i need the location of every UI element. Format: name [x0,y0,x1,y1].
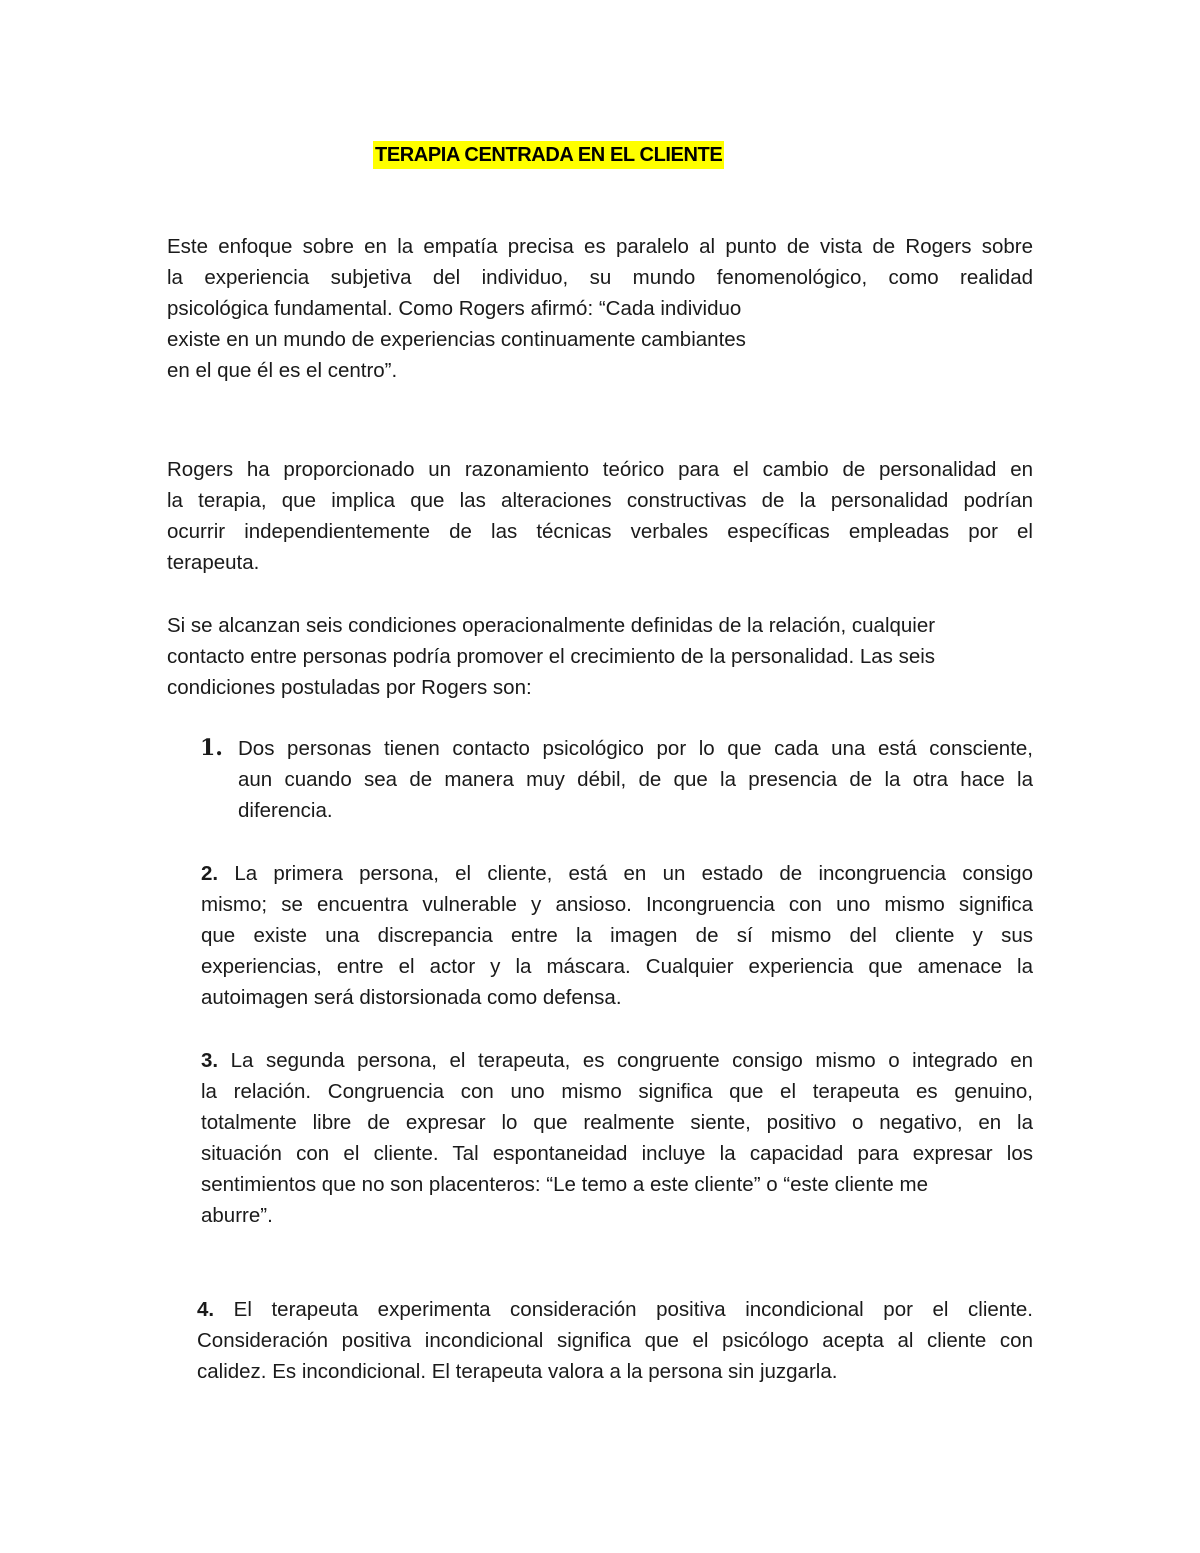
paragraph-line: Este enfoque sobre en la empatía precisa es paralelo al punto de vista de Rogers sobre [167,235,1033,258]
list-item-1 [238,733,1033,826]
paragraph-line: aun cuando sea de manera muy débil, de que la presencia de la otra hace la [238,768,1033,791]
paragraph-line: existe en un mundo de experiencias continuamente cambiantes [167,328,746,351]
list-item-2 [201,858,1033,1013]
paragraph-line: condiciones postuladas por Rogers son: [167,676,532,699]
paragraph-line [201,858,1033,889]
paragraph-line: sentimientos que no son placenteros: “Le temo a este cliente” o “este cliente me [201,1173,929,1196]
paragraph-line: Si se alcanzan seis condiciones operacionalmente definidas de la relación, cualquier [167,614,936,637]
paragraph-line: experiencias, entre el actor y la máscara. Cualquier experiencia que amenace la [201,955,1033,978]
paragraph-line: Consideración positiva incondicional significa que el psicólogo acepta al cliente con [197,1329,1033,1352]
paragraph-line: calidez. Es incondicional. El terapeuta valora a la persona sin juzgarla. [197,1360,838,1383]
list-item-4 [197,1294,1033,1387]
paragraph-line [197,1294,1033,1325]
paragraph-line: autoimagen será distorsionada como defensa. [201,986,622,1009]
paragraph-line: totalmente libre de expresar lo que realmente siente, positivo o negativo, en la [201,1111,1033,1134]
paragraph-theory [167,454,1033,578]
paragraph-line: Rogers ha proporcionado un razonamiento teórico para el cambio de personalidad en [167,458,1033,481]
paragraph-line: ocurrir independientemente de las técnicas verbales específicas empleadas por el [167,520,1033,543]
paragraph-line: Dos personas tienen contacto psicológico por lo que cada una está consciente, [238,737,1033,760]
paragraph-line: contacto entre personas podría promover el crecimiento de la personalidad. Las seis [167,645,936,668]
paragraph-line: la terapia, que implica que las alteraciones constructivas de la personalidad podrían [167,489,1033,512]
item-text: La segunda persona, el terapeuta, es congruente consigo mismo o integrado en [218,1049,1033,1072]
list-number-1: 1. [200,735,223,761]
paragraph-line [201,1045,1033,1076]
item-text: El terapeuta experimenta consideración positiva incondicional por el cliente. [214,1298,1033,1321]
paragraph-line: terapeuta. [167,551,260,574]
list-number-3: 3. [201,1049,219,1072]
paragraph-line: la relación. Congruencia con uno mismo significa que el terapeuta es genuino, [201,1080,1033,1103]
paragraph-line: en el que él es el centro”. [167,359,398,382]
paragraph-line: diferencia. [238,799,333,822]
list-item-3 [201,1045,1033,1231]
paragraph-line: que existe una discrepancia entre la imagen de sí mismo del cliente y sus [201,924,1033,947]
paragraph-line: mismo; se encuentra vulnerable y ansioso. Incongruencia con uno mismo significa [201,893,1033,916]
list-number-2: 2. [201,862,219,885]
item-text: La primera persona, el cliente, está en un estado de incongruencia consigo [218,862,1033,885]
paragraph-intro [167,231,1033,386]
paragraph-line: aburre”. [201,1204,273,1227]
paragraph-line: la experiencia subjetiva del individuo, su mundo fenomenológico, como realidad [167,266,1033,289]
document-title: TERAPIA CENTRADA EN EL CLIENTE [373,141,724,169]
list-number-4: 4. [197,1298,215,1321]
paragraph-line: psicológica fundamental. Como Rogers afirmó: “Cada individuo [167,297,742,320]
paragraph-conditions [167,610,1033,703]
paragraph-line: situación con el cliente. Tal espontaneidad incluye la capacidad para expresar los [201,1142,1033,1165]
